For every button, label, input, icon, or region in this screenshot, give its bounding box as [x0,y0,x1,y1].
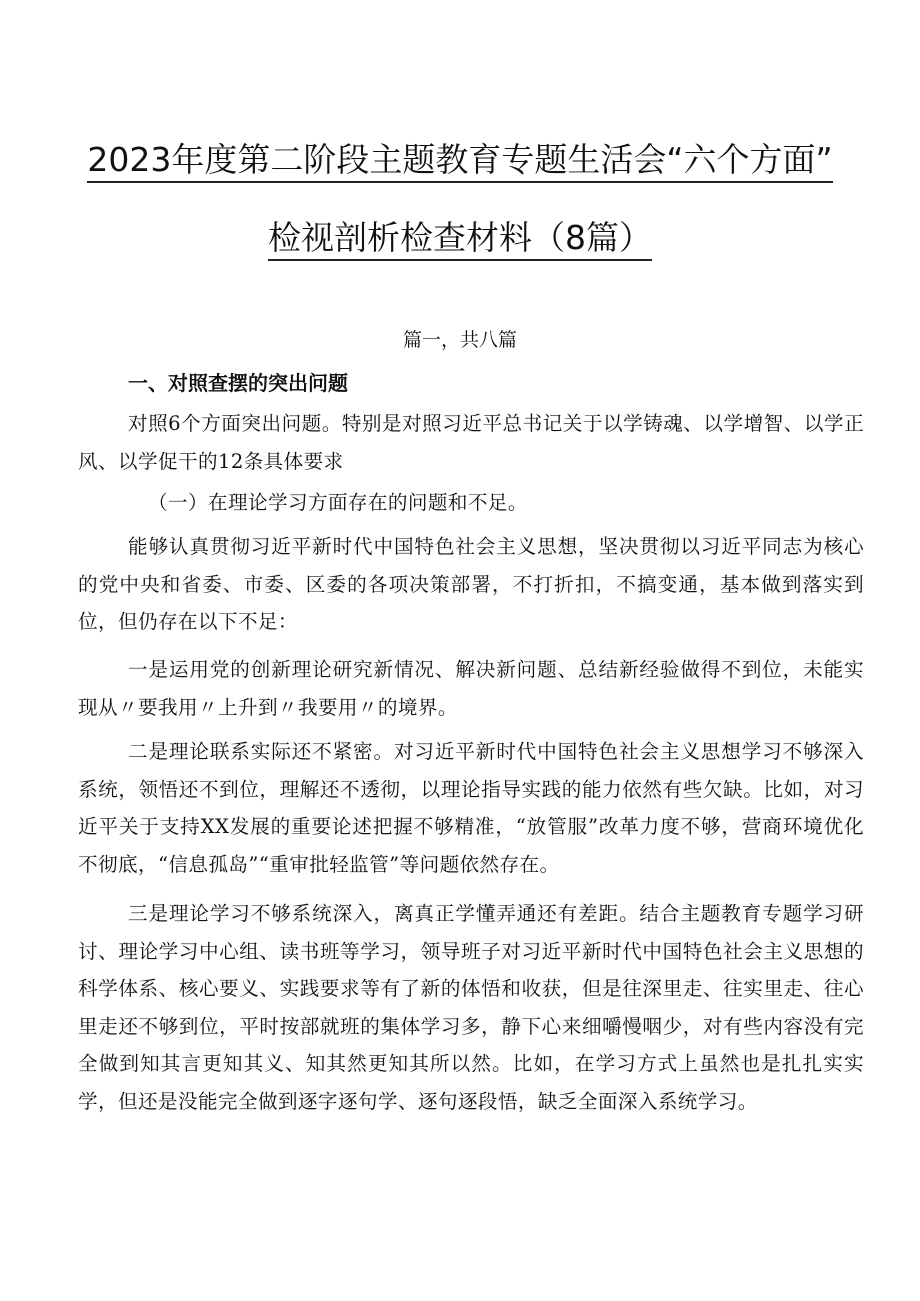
paragraph-point-one: 一是运用党的创新理论研究新情况、解决新问题、总结新经验做得不到位，未能实现从〃要我用〃上升到〃我要用〃的境界。 [78,658,864,719]
paragraph-intro: 对照6个方面突出问题。特别是对照习近平总书记关于以学铸魂、以学增智、以学正风、以学促干的12条具体要求 [78,412,864,473]
title-line-1-text: 2023年度第二阶段主题教育专题生活会“六个方面” [87,140,832,183]
paragraph-overview: 能够认真贯彻习近平新时代中国特色社会主义思想，坚决贯彻以习近平同志为核心的党中央和省委、市委、区委的各项决策部署，不打折扣，不搞变通，基本做到落实到位，但仍存在以下不足： [78,535,864,633]
section-heading: 一、对照查摆的突出问题 [128,371,348,395]
document-title-line-1 [0,140,920,180]
document-title-line-2 [0,218,920,258]
subsection-heading: （一）在理论学习方面存在的问题和不足。 [148,491,528,514]
paragraph-point-two: 二是理论联系实际还不紧密。对习近平新时代中国特色社会主义思想学习不够深入系统，领悟还不到位，理解还不透彻，以理论指导实践的能力依然有些欠缺。比如，对习近平关于支持XX发展的重要论述把握不够精准，“放管服”改革力度不够，营商环境优化不彻底，“信息孤岛”“重审批轻监管”等问题依然存在。 [78,740,864,876]
paragraph-point-three: 三是理论学习不够系统深入，离真正学懂弄通还有差距。结合主题教育专题学习研讨、理论学习中心组、读书班等学习，领导班子对习近平新时代中国特色社会主义思想的科学体系、核心要义、实践要求等有了新的体悟和收获，但是往深里走、往实里走、往心里走还不够到位，平时按部就班的集体学习多，静下心来细嚼慢咽少，对有些内容没有完全做到知其言更知其义、知其然更知其所以然。比如，在学习方式上虽然也是扎扎实实学，但还是没能完全做到逐字逐句学、逐句逐段悟，缺乏全面深入系统学习。 [78,902,864,1113]
title-line-2-text: 检视剖析检查材料（8篇） [268,218,652,261]
document-subtitle: 篇一，共八篇 [402,329,517,351]
